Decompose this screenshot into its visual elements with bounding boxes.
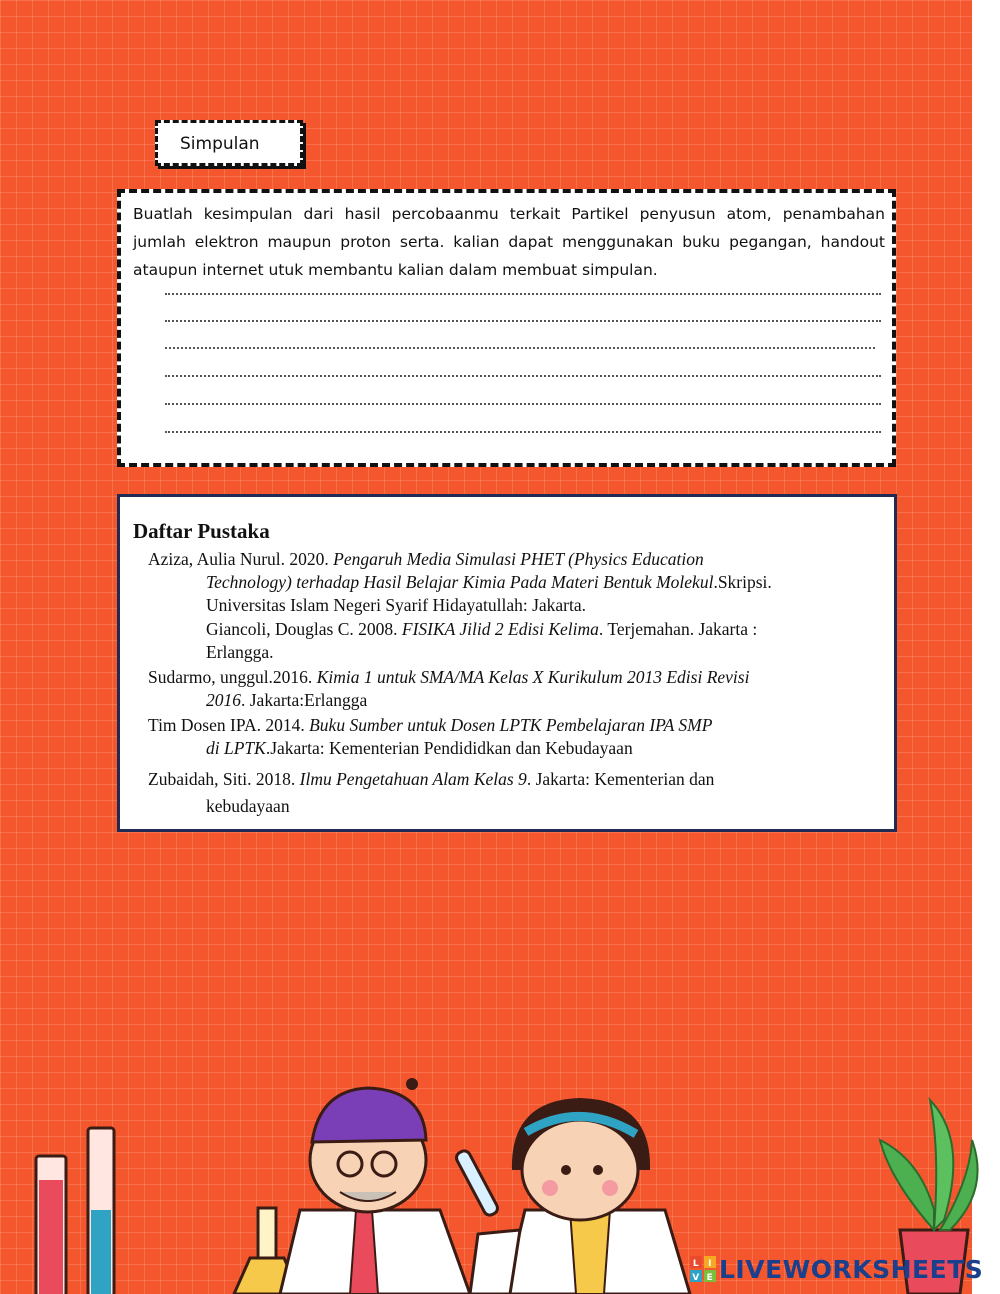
answer-line-3[interactable]	[165, 347, 875, 349]
boy-scientist-icon	[280, 1078, 500, 1294]
reference-giancoli	[148, 618, 886, 664]
logo-letter: V	[692, 1273, 700, 1282]
answer-line-2[interactable]	[165, 320, 881, 322]
ref-text: . Jakarta: Kementerian dan	[526, 769, 715, 789]
daftar-pustaka-title: Daftar Pustaka	[133, 519, 270, 543]
ref-title: 2016	[206, 690, 241, 710]
ref-text: .Skripsi.	[713, 572, 772, 592]
ref-text: Aziza, Aulia Nurul. 2020.	[148, 549, 334, 569]
ref-title: Kimia 1 untuk SMA/MA Kelas X Kurikulum 2013 Edisi Revisi	[316, 667, 750, 687]
reference-zubaidah	[148, 768, 868, 818]
liveworksheets-brand	[690, 1254, 983, 1284]
simpulan-instruction: Buatlah kesimpulan dari hasil percobaanmu terkait Partikel penyusun atom, penambahan jumlah elektron maupun proton serta. kalian dapat menggunakan buku pegangan, handout ataupun internet utuk membantu kalian dalam membuat simpulan.	[133, 205, 885, 279]
ref-text: kebudayaan	[206, 796, 290, 816]
answer-line-4[interactable]	[165, 375, 881, 377]
liveworksheets-logo-icon	[690, 1256, 716, 1282]
reference-tim-dosen	[148, 714, 868, 760]
simpulan-label	[155, 120, 303, 166]
ref-text: Universitas Islam Negeri Syarif Hidayatullah: Jakarta.	[206, 595, 587, 615]
simpulan-label-text: Simpulan	[180, 134, 260, 154]
ref-text: Sudarmo, unggul.2016.	[148, 667, 317, 687]
ref-title: Pengaruh Media Simulasi PHET (Physics Education	[333, 549, 704, 569]
ref-text: .Jakarta: Kementerian Pendididkan dan Kebudayaan	[265, 738, 633, 758]
answer-line-5[interactable]	[165, 403, 881, 405]
ref-title: Technology) terhadap Hasil Belajar Kimia Pada Materi Bentuk Molekul	[206, 572, 714, 592]
brand-name: LIVEWORKSHEETS	[719, 1254, 984, 1284]
ref-text: Zubaidah, Siti. 2018.	[148, 769, 300, 789]
ref-text: . Terjemahan. Jakarta :	[598, 619, 758, 639]
logo-letter: I	[708, 1259, 712, 1269]
ref-text: Giancoli, Douglas C. 2008.	[206, 619, 402, 639]
ref-text: Tim Dosen IPA. 2014.	[148, 715, 310, 735]
reference-aziza	[148, 548, 868, 617]
ref-title: di LPTK	[206, 738, 266, 758]
answer-line-6[interactable]	[165, 431, 881, 433]
ref-text: Erlangga.	[206, 642, 274, 662]
test-tube-left-icon	[36, 1156, 66, 1294]
ref-text: . Jakarta:Erlangga	[241, 690, 368, 710]
answer-line-1[interactable]	[165, 293, 881, 295]
ref-title: FISIKA Jilid 2 Edisi Kelima	[401, 619, 599, 639]
test-tube-right-icon	[88, 1128, 114, 1294]
ref-title: Ilmu Pengetahuan Alam Kelas 9	[299, 769, 527, 789]
logo-letter: E	[706, 1273, 714, 1282]
girl-scientist-icon	[470, 1098, 690, 1294]
reference-sudarmo	[148, 666, 868, 712]
daftar-pustaka-box	[117, 494, 897, 832]
simpulan-box	[117, 189, 896, 467]
logo-letter: L	[692, 1259, 700, 1269]
ref-title: Buku Sumber untuk Dosen LPTK Pembelajaran IPA SMP	[309, 715, 713, 735]
